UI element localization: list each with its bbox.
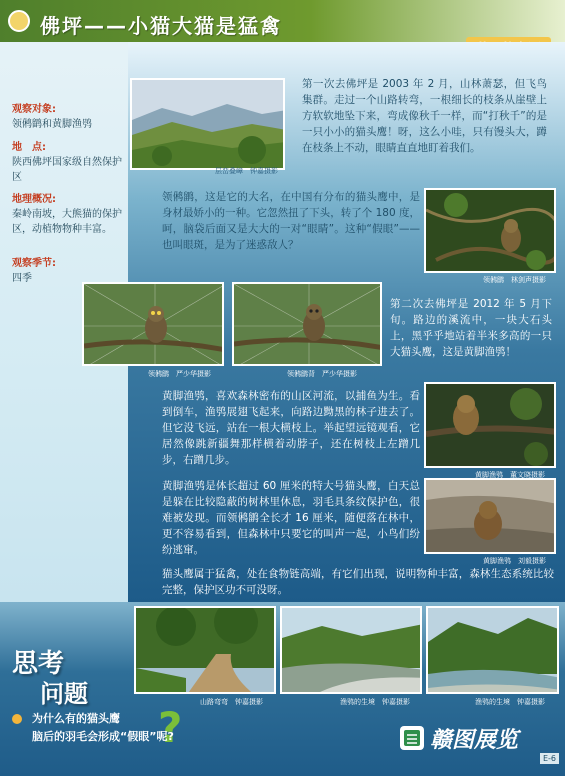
paragraph-first-visit: 第一次去佛坪是 2003 年 2 月，山林萧瑟，但飞鸟集群。走过一个山路转弯，一根细长的枝条从崖壁上方软软地坠下来，弯成像秋千一样，而“打秋千”的是一只小小的猫头鹰！呀，这么小哇，只有馒头大，蹲在枝条上不动，眼睛直直地盯着我们。 — [302, 78, 547, 154]
caption-owlet-back: 领鸺鹠背 严少华摄影 — [287, 370, 357, 378]
photo-fish-owl-tree — [424, 382, 556, 468]
photo-mountain-road — [134, 606, 276, 694]
logo-text: 赣图展览 — [430, 727, 519, 753]
page-number: E-6 — [540, 753, 559, 764]
season-label: 观察季节: — [12, 258, 56, 269]
paragraph-conclusion: 猫头鹰属于猛禽，处在食物链高端，有它们出现，说明物种丰富，森林生态系统比较完整，保护区功不可没呀。 — [162, 568, 554, 596]
photo-owlet-back — [232, 282, 382, 366]
bullet-icon — [12, 714, 22, 724]
header-bar — [0, 0, 565, 42]
header-circle-icon — [8, 10, 30, 32]
fish-owl-tree-image — [426, 384, 556, 468]
observed-label: 观察对象: — [12, 104, 56, 115]
library-exhibition-logo — [398, 721, 526, 755]
caption-mountain-road: 山路弯弯 钟嘉摄影 — [200, 698, 263, 706]
observed-block — [12, 102, 124, 132]
location-value: 陕西佛坪国家级自然保护区 — [12, 157, 122, 183]
photo-mountains — [130, 78, 285, 170]
page-title: 佛坪——小猫大猫是猛禽 — [40, 14, 282, 38]
fish-owl-rock-image — [426, 480, 556, 554]
caption-habitat-2: 渔鸮的生境 钟嘉摄影 — [475, 698, 545, 706]
mountain-landscape-image — [132, 80, 285, 170]
think-question — [32, 710, 174, 746]
paragraph-fish-owl-size: 黄脚渔鸮是体长超过 60 厘米的特大号猫头鹰，白天总是躲在比较隐蔽的树林里休息，羽毛具条纹保护色，很难被发现。而领鸺鹠全长才 16 厘米，随便落在林中，更不容易看到，但森林中只要它的叫声一起，小鸟们纷纷逃窜。 — [162, 480, 420, 556]
photo-owl-habitat-2 — [426, 606, 559, 694]
photo-fish-owl-rock — [424, 478, 556, 554]
owlet-back-image — [234, 284, 382, 366]
owl-habitat-image-2 — [428, 608, 559, 694]
caption-habitat-1: 渔鸮的生境 钟嘉摄影 — [340, 698, 410, 706]
caption-owlet-front: 领鸺鹠 严少华摄影 — [148, 370, 211, 378]
geo-block — [12, 192, 124, 237]
location-label: 地 点: — [12, 142, 46, 153]
think-heading-2: 问题 — [40, 679, 88, 708]
observed-value: 领鸺鹠和黄脚渔鸮 — [12, 119, 92, 130]
paragraph-second-visit: 第二次去佛坪是 2012 年 5 月下旬。路边的溪流中，一块大石头上，黑乎乎地站着半米多高的一只大猫头鹰，这是黄脚渔鸮！ — [390, 298, 552, 358]
caption-fish-owl-rock: 黄脚渔鸮 刘毅摄影 — [483, 557, 546, 565]
question-mark-icon: ? — [158, 703, 183, 752]
geo-value: 秦岭南坡，大熊猫的保护区，动植物物种丰富。 — [12, 209, 122, 235]
geo-label: 地理概况: — [12, 194, 56, 205]
season-value: 四季 — [12, 273, 32, 284]
photo-owl-habitat-1 — [280, 606, 422, 694]
caption-fish-owl-tree: 黄脚渔鸮 董文晓摄影 — [475, 471, 545, 479]
owlet-front-image — [84, 284, 224, 366]
owl-habitat-image-1 — [282, 608, 422, 694]
photo-owlet-branches — [424, 188, 556, 273]
owlet-branches-image — [426, 190, 556, 273]
photo-owlet-front — [82, 282, 224, 366]
caption-owlet-branches: 领鸺鹠 林剑声摄影 — [483, 276, 546, 284]
think-heading-1: 思考 — [12, 649, 65, 679]
caption-mountains: 层峦叠嶂 钟嘉摄影 — [215, 167, 278, 175]
paragraph-fish-owl-habits: 黄脚渔鸮，喜欢森林密布的山区河流，以捕鱼为生。看到倒车，渔鸮展翅飞起来，向路边黝黑的林子进去了。但它没飞远，站在一根大横枝上。举起望远镜观看，它居然像跳新疆舞那样横着动脖子，还在树枝上左蹭几步，右蹭几步。 — [162, 390, 420, 466]
question-line-1: 为什么有的猫头鹰 — [32, 712, 120, 725]
paragraph-collared-owlet: 领鸺鹠，这是它的大名，在中国有分布的猫头鹰中，是身材最娇小的一种。它忽然扭了下头，转了个 180 度，呵，脑袋后面又是大大的一对“眼睛”。这种“假眼”——也叫眼斑，是为了迷惑敌人？ — [162, 191, 420, 251]
location-block — [12, 140, 124, 185]
mountain-road-image — [136, 608, 276, 694]
question-line-2: 脑后的羽毛会形成“假眼”呢? — [32, 730, 174, 743]
